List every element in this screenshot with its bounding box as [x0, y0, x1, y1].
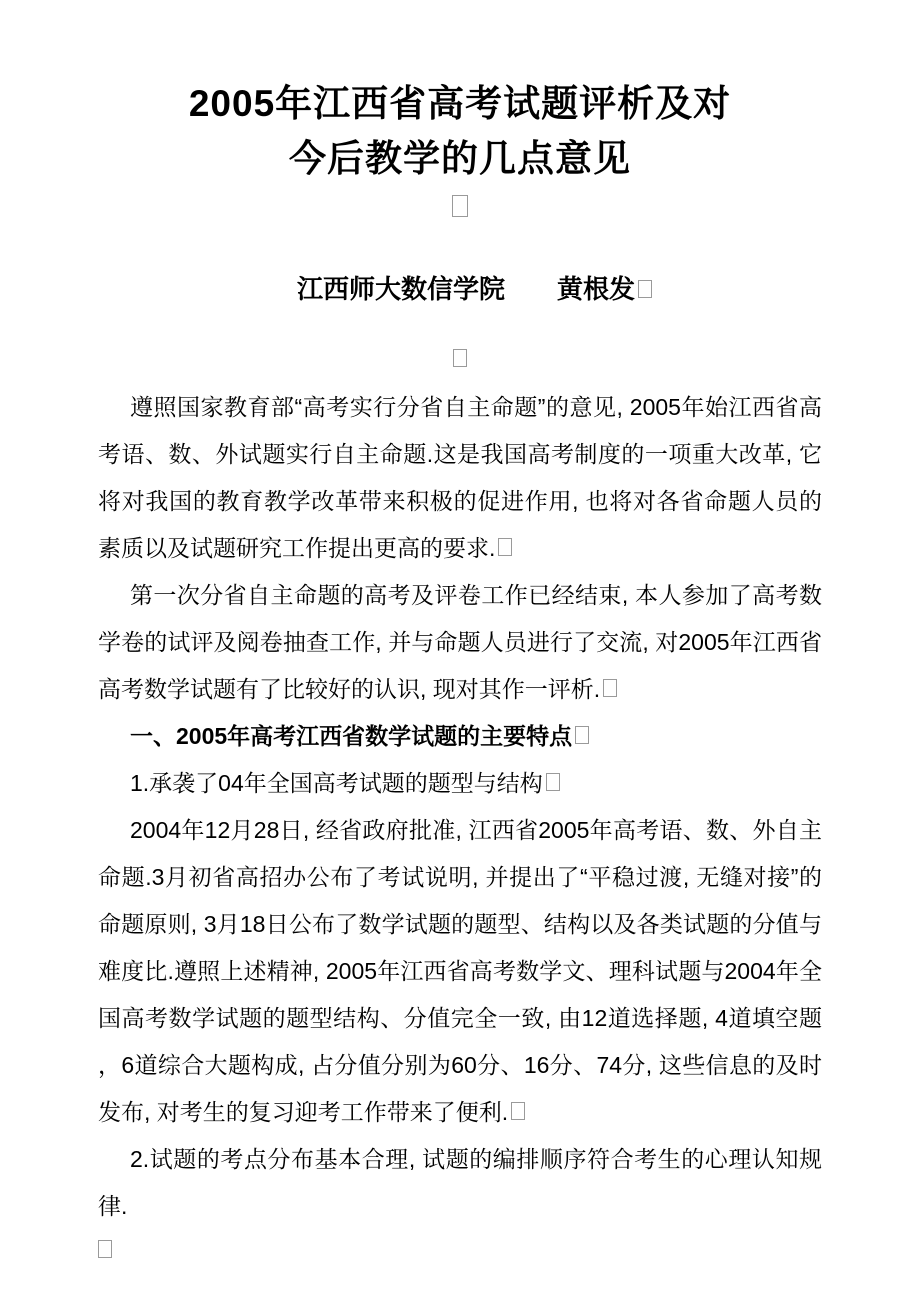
paragraph-intro — [98, 384, 822, 572]
section-heading — [98, 713, 822, 760]
subsection-heading — [98, 760, 822, 807]
title-placeholder-row — [98, 195, 822, 222]
missing-glyph-box — [98, 1240, 112, 1258]
byline — [98, 238, 822, 340]
missing-glyph-box — [511, 1102, 525, 1120]
document-title — [98, 76, 822, 186]
missing-glyph-box — [498, 538, 512, 556]
subheading-text: 1.承袭了04年全国高考试题的题型与结构 — [130, 770, 543, 796]
heading-text: 一、2005年高考江西省数学试题的主要特点 — [130, 723, 573, 749]
missing-glyph-box — [546, 773, 560, 791]
paragraph-text: 2004年12月28日, 经省政府批准, 江西省2005年高考语、数、外自主命题.3月初省高招办公布了考试说明, 并提出了“平稳过渡, 无缝对接”的命题原则, 3月18日公布了数学试题的题型、结构以及各类试题的分值与难度比.遵照上述精神, 2005年江西省高考数学文、理科试题与2004年全国高考数学试题的题型结构、分值完全一致, 由12道选择题, 4道填空题 ，6道综合大题构成, 占分值分别为60分、16分、74分, 这些信息的及时发布, 对考生的复习迎考工作带来了便利. — [98, 817, 822, 1125]
byline-text: 江西师大数信学院 黄根发 — [296, 274, 635, 304]
title-line-1: 2005年江西省高考试题评析及对 — [188, 83, 732, 124]
paragraph-text: 2.试题的考点分布基本合理, 试题的编排顺序符合考生的心理认知规律. — [98, 1146, 822, 1219]
paragraph-text: 遵照国家教育部“高考实行分省自主命题”的意见, 2005年始江西省高考语、数、外试题实行自主命题.这是我国高考制度的一项重大改革, 它将对我国的教育教学改革带来积极的促进作用, 也将对各省命题人员的素质以及试题研究工作提出更高的要求. — [98, 394, 822, 561]
title-line-2: 今后教学的几点意见 — [289, 138, 631, 179]
paragraph-review-work — [98, 572, 822, 713]
paragraph-exam-structure — [98, 807, 822, 1136]
document-body — [98, 384, 822, 1277]
missing-glyph-box — [453, 349, 467, 367]
trailing-placeholder-row — [98, 1230, 822, 1277]
missing-glyph-box — [575, 726, 589, 744]
paragraph-text: 第一次分省自主命题的高考及评卷工作已经结束, 本人参加了高考数学卷的试评及阅卷抽查工作, 并与命题人员进行了交流, 对2005年江西省高考数学试题有了比较好的认识, 现对其作一评析. — [98, 582, 822, 702]
paragraph-point-distribution — [98, 1136, 822, 1230]
byline-placeholder-row — [98, 349, 822, 372]
missing-glyph-box — [638, 280, 652, 298]
missing-glyph-box — [452, 195, 468, 217]
missing-glyph-box — [603, 679, 617, 697]
